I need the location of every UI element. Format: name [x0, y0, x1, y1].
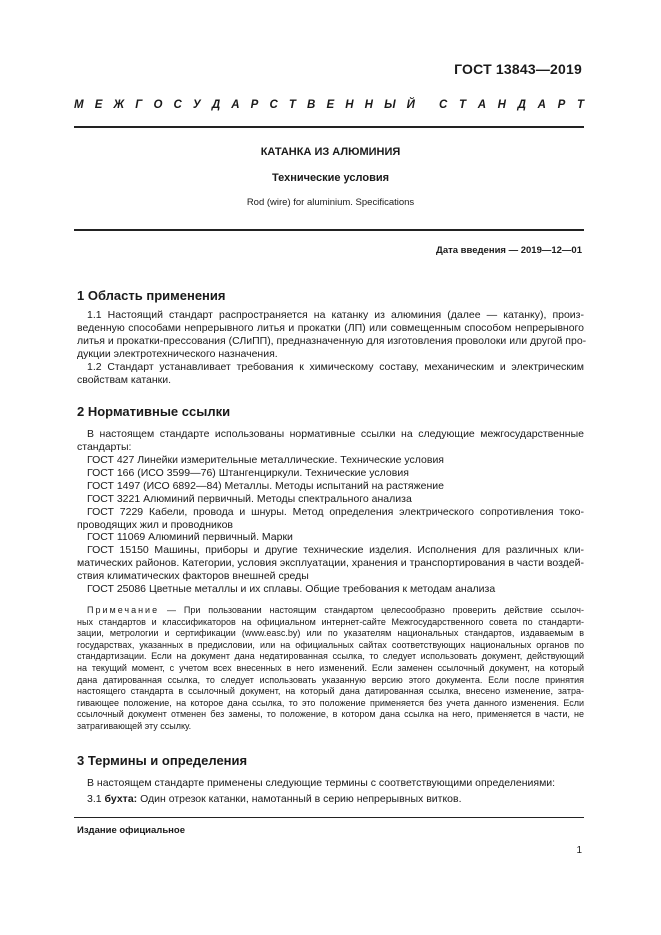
reference-item: ГОСТ 166 (ИСО 3599—76) Штангенциркули. Технические условия — [87, 466, 409, 479]
banner-letter: Н — [364, 99, 373, 111]
references-intro — [77, 428, 584, 454]
text-line: литья и прокатки-прессования (СЛиПП), предназначенную для изготовления проволоки или другой про- — [77, 334, 587, 347]
note-line: ссылочный документ отменен без замены, то положение, в котором дана ссылка на него, применяется в части, не — [77, 709, 584, 720]
note-line: ных стандартов и классификаторов на официальном интернет-сайте Межгосударственного совета по стандарти- — [77, 616, 584, 627]
reference-item-continued: ствия климатических факторов внешней среды — [77, 570, 309, 583]
paragraph-1-1 — [77, 309, 587, 361]
document-number: ГОСТ 13843—2019 — [454, 61, 582, 77]
banner-letter: С — [439, 99, 448, 111]
document-subtitle: Технические условия — [271, 172, 390, 184]
banner-letter: Т — [288, 99, 296, 111]
banner-letter: Е — [94, 99, 103, 111]
references-note — [77, 605, 584, 733]
banner-letter: В — [307, 99, 316, 111]
section-3-heading: 3 Термины и определения — [77, 753, 248, 768]
reference-item-continued: матических районов. Категории, условия эксплуатации, хранения и транспортирования в части воздей- — [77, 557, 584, 570]
note-line: затрагивающей эту ссылку. — [77, 720, 192, 731]
banner-letter: Т — [576, 99, 584, 111]
banner-letter: Р — [250, 99, 259, 111]
reference-item: ГОСТ 25086 Цветные металлы и их сплавы. Общие требования к методам анализа — [87, 583, 496, 596]
term-3-1 — [87, 793, 584, 806]
banner-word-interstate — [74, 99, 415, 115]
paragraph-1-2 — [77, 361, 584, 387]
note-line: на текущий момент, с учетом всех внесенных в него изменений. Если заменен ссылочный документ, на который — [77, 662, 584, 673]
text-line: В настоящем стандарте использованы нормативные ссылки на следующие межгосударственные — [87, 428, 584, 440]
note-line: настоящего стандарта в ссылочный документ, на который дана датированная ссылка, внесено изменение, затра- — [77, 686, 584, 697]
reference-item: ГОСТ 7229 Кабели, провода и шнуры. Метод определения электрического сопротивления токо- — [87, 505, 584, 518]
banner-letter: А — [537, 99, 546, 111]
banner-letter: С — [269, 99, 278, 111]
note-line: дана датированная ссылка, то следует использовать указанную версию этого документа. Если после принятия — [77, 674, 584, 685]
text-line: дукции электротехнического назначения. — [77, 347, 278, 360]
banner-letter: А — [231, 99, 240, 111]
text-line: 1.1 Настоящий стандарт распространяется на катанку из алюминия (далее — катанку), произ- — [87, 309, 584, 321]
banner-letter: Е — [326, 99, 335, 111]
note-line: государствах, указанных в предисловии, или на официальных сайтах соответствующих национальных органов по — [77, 639, 584, 650]
text-line: свойствам катанки. — [77, 373, 172, 386]
banner-letter: О — [153, 99, 163, 111]
english-title: Rod (wire) for aluminium. Specifications — [246, 197, 415, 208]
note-line: зации, метрологии и сертификации (www.easc.by) или по указателям национальных стандартов, издаваемым в — [77, 628, 584, 639]
banner-letter: Т — [458, 99, 467, 111]
banner-letter: У — [192, 99, 201, 111]
text-line: веденную способами непрерывного литья и прокатки (ЛП) или совмещенным способом непрерывного — [77, 321, 584, 334]
reference-item: ГОСТ 15150 Машины, приборы и другие технические изделия. Исполнения для различных кли- — [87, 544, 584, 557]
note-line: стандартизации. Если на документ дана недатированная ссылка, то следует использовать документ, действующий — [77, 651, 584, 662]
term-name: бухта: — [104, 793, 138, 805]
standard-type-banner — [74, 99, 584, 115]
reference-item: ГОСТ 1497 (ИСО 6892—84) Металлы. Методы испытаний на растяжение — [87, 479, 444, 492]
terms-intro: В настоящем стандарте применены следующие термины с соответствующими определениями: — [87, 777, 556, 789]
banner-letter: Ы — [384, 99, 396, 111]
banner-letter: Р — [557, 99, 566, 111]
note-line — [87, 605, 584, 617]
footer-divider — [74, 817, 584, 818]
banner-letter: Д — [211, 99, 221, 111]
banner-letter: С — [173, 99, 182, 111]
reference-item: ГОСТ 427 Линейки измерительные металлические. Технические условия — [87, 454, 444, 466]
official-edition-label: Издание официальное — [77, 825, 185, 836]
note-label: Примечание — [87, 605, 160, 615]
banner-letter: Д — [517, 99, 526, 111]
top-divider — [74, 126, 584, 128]
banner-letter: А — [477, 99, 486, 111]
note-line: гивающее положение, на которое дана ссылка, то это положение применяется без учета данного изменения. Если — [77, 697, 584, 708]
title-divider — [74, 229, 584, 231]
term-definition: Один отрезок катанки, намотанный в серию непрерывных витков. — [137, 793, 462, 805]
banner-word-standard — [439, 99, 584, 115]
term-number: 3.1 — [87, 793, 102, 805]
reference-item: ГОСТ 11069 Алюминий первичный. Марки — [87, 531, 293, 544]
reference-item-continued: проводящих жил и проводников — [77, 518, 233, 531]
banner-letter: Н — [497, 99, 506, 111]
text-line: стандарты: — [77, 440, 132, 453]
introduction-date: Дата введения — 2019—12—01 — [436, 245, 582, 256]
reference-list — [77, 454, 584, 596]
banner-letter: Й — [406, 99, 415, 111]
banner-letter: М — [74, 99, 84, 111]
reference-item: ГОСТ 3221 Алюминий первичный. Методы спектрального анализа — [87, 492, 412, 505]
banner-letter: Н — [345, 99, 354, 111]
section-2-heading: 2 Нормативные ссылки — [77, 404, 231, 419]
document-title: КАТАНКА ИЗ АЛЮМИНИЯ — [260, 146, 401, 158]
text-line: 1.2 Стандарт устанавливает требования к химическому составу, механическим и электрическим — [87, 361, 584, 373]
page-number: 1 — [576, 845, 582, 856]
section-1-heading: 1 Область применения — [77, 288, 226, 303]
banner-letter: Г — [135, 99, 143, 111]
note-text: — При пользовании настоящим стандартом целесообразно проверить действие ссылоч- — [159, 605, 584, 615]
banner-letter: Ж — [113, 99, 125, 111]
